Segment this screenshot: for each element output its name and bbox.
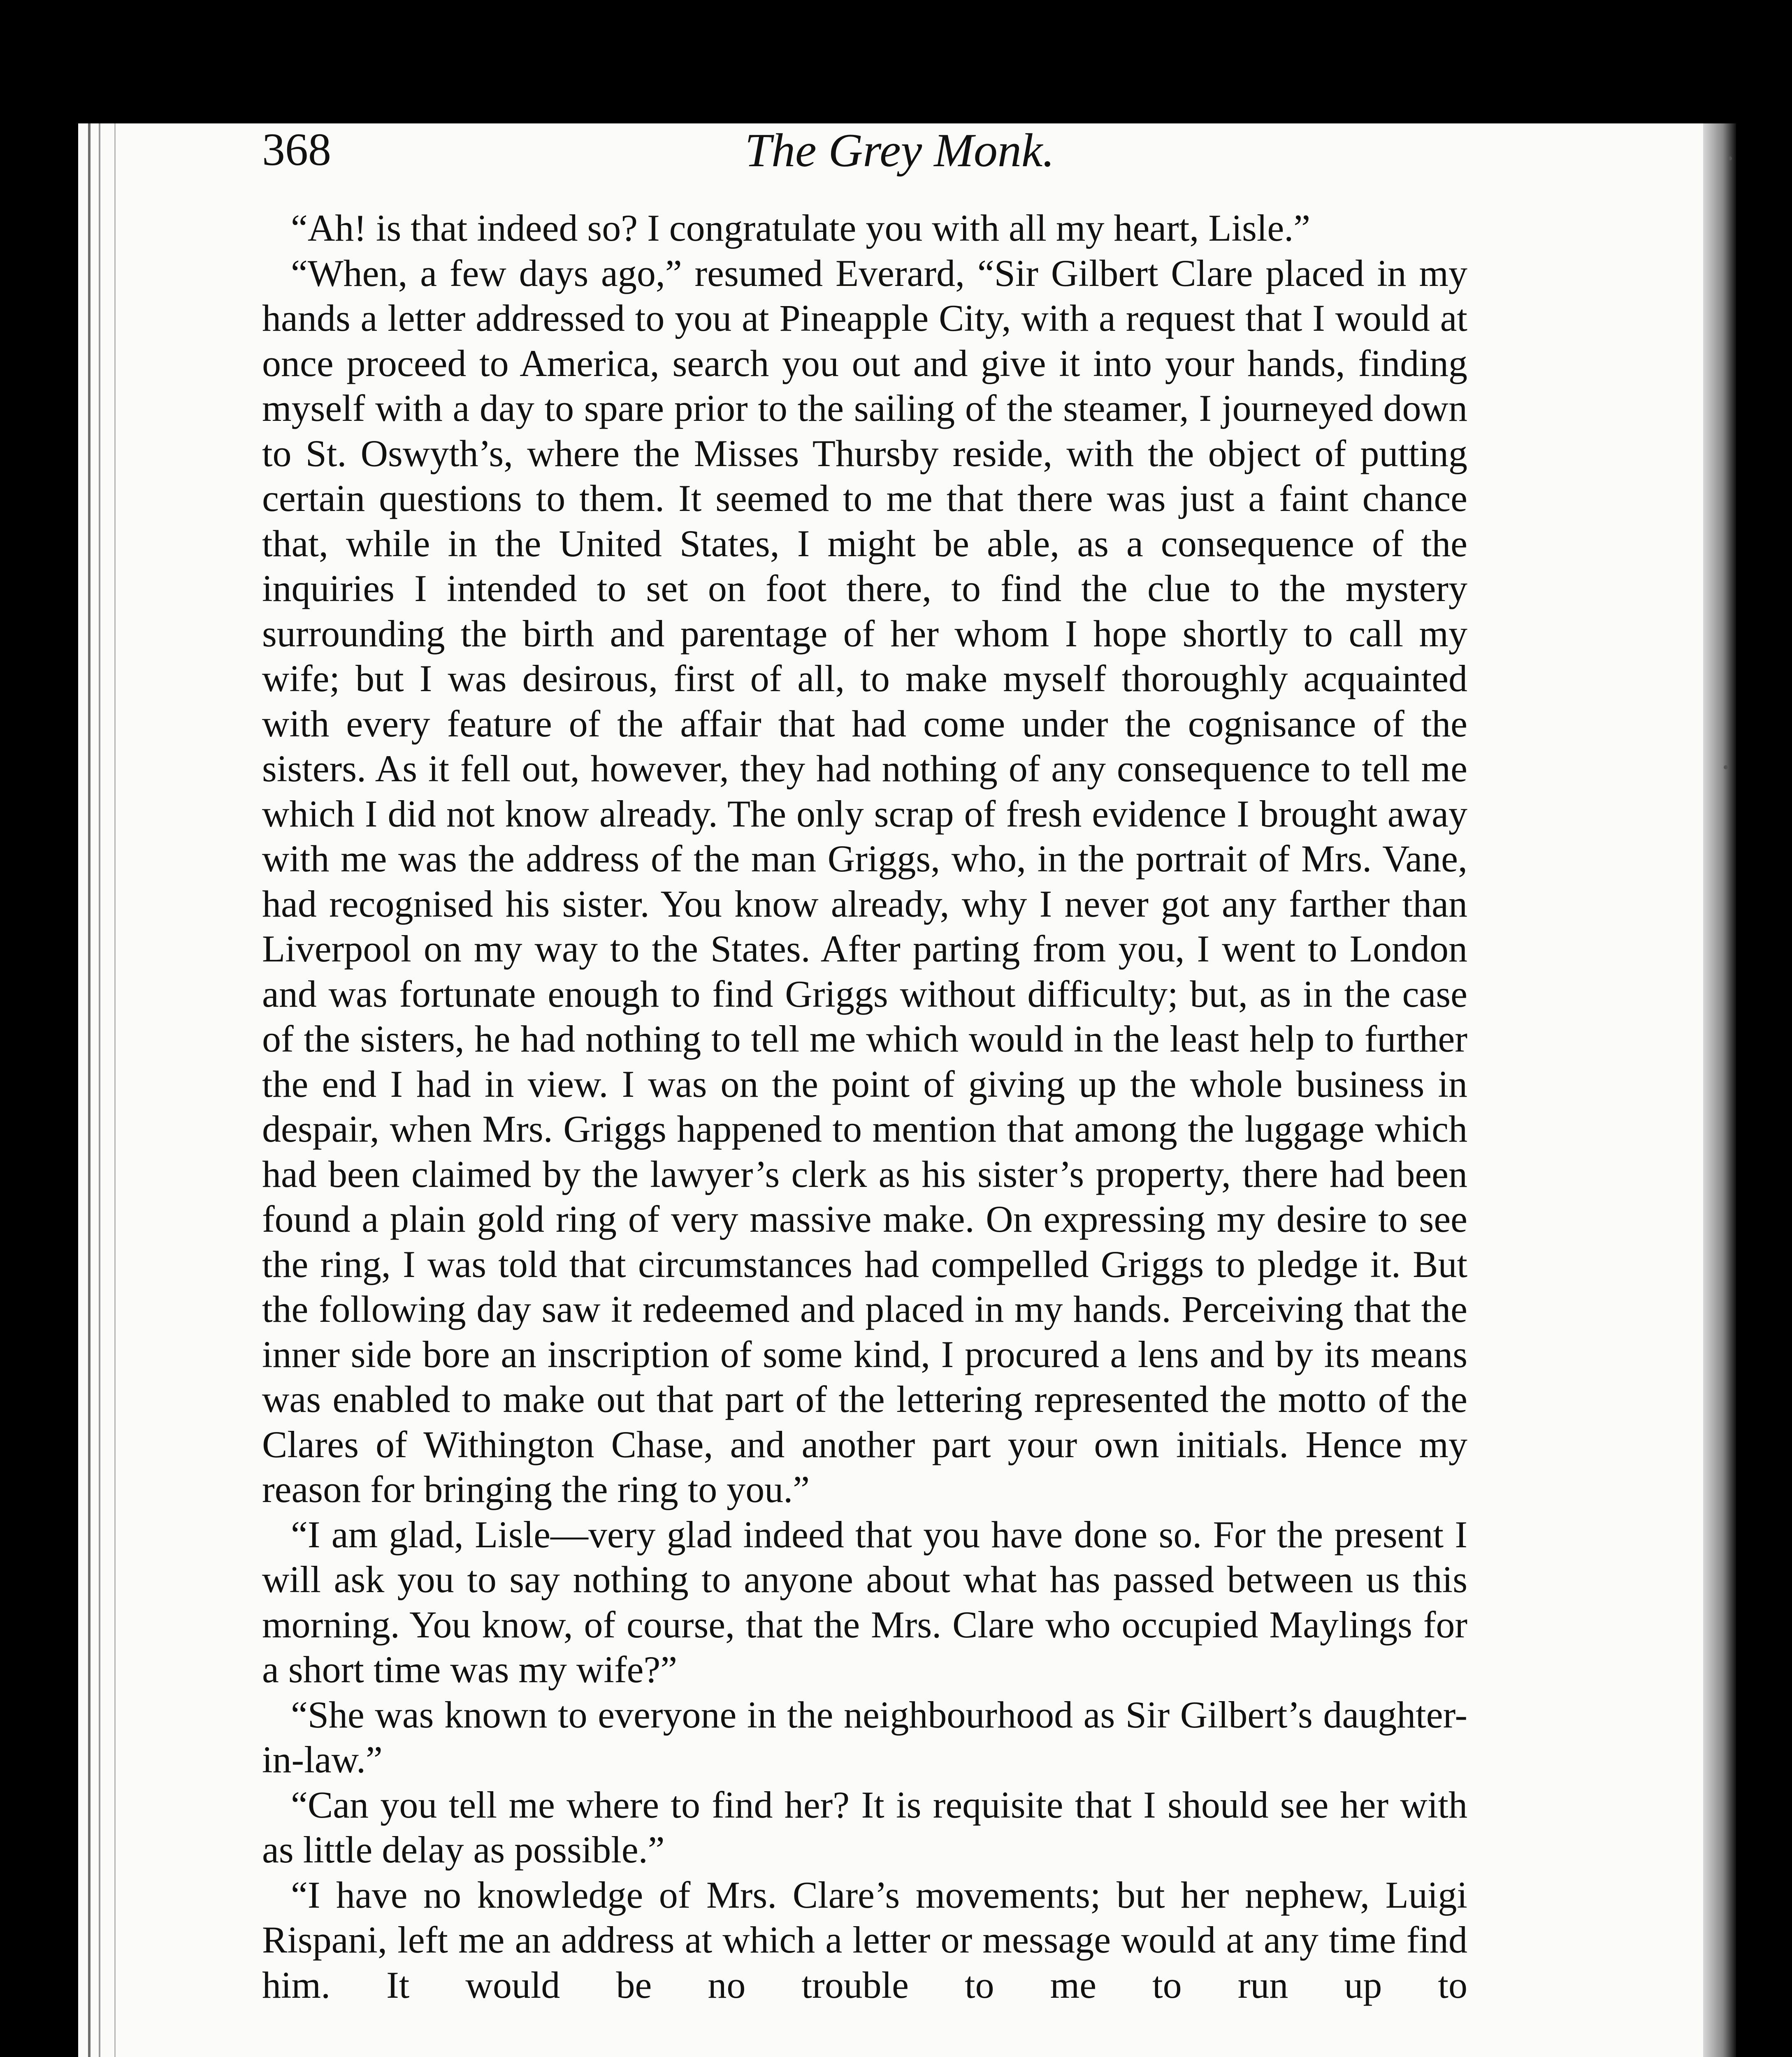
running-title: The Grey Monk. <box>745 124 1055 177</box>
paragraph: “Can you tell me where to find her? It is requisite that I should see her with as little delay as possible.” <box>262 1783 1467 1871</box>
paragraph: “She was known to everyone in the neighbourhood as Sir Gilbert’s daughter-in-law.” <box>262 1693 1467 1781</box>
paragraph: “I have no knowledge of Mrs. Clare’s movements; but her nephew, Luigi Rispani, left me an address at which a letter or message would at any time find him. It would be no trouble to me to run up to <box>262 1874 1467 2006</box>
body-text <box>262 206 1467 2008</box>
binding-shadow-line <box>88 123 91 2057</box>
paragraph: “When, a few days ago,” resumed Everard, “Sir Gilbert Clare placed in my hands a letter addressed to you at Pineapple City, with a request that I would at once proceed to America, search you out and give it into your hands, finding myself with a day to spare prior to the sailing of the steamer, I journeyed down to St. Oswyth’s, where the Misses Thursby reside, with the object of putting certain questions to them. It seemed to me that there was just a faint chance that, while in the United States, I might be able, as a consequence of the inquiries I intended to set on foot there, to find the clue to the mystery surrounding the birth and parentage of her whom I hope shortly to call my wife; but I was desirous, first of all, to make myself thoroughly acquainted with every feature of the affair that had come under the cognisance of the sisters. As it fell out, however, they had nothing of any consequence to tell me which I did not know already. The only scrap of fresh evidence I brought away with me was the address of the man Griggs, who, in the portrait of Mrs. Vane, had recognised his sister. You know already, why I never got any farther than Liverpool on my way to the States. After parting from you, I went to London and was fortunate enough to find Griggs without difficulty; but, as in the case of the sisters, he had nothing to tell me which would in the least help to further the end I had in view. I was on the point of giving up the whole business in despair, when Mrs. Griggs happened to mention that among the luggage which had been claimed by the lawyer’s clerk as his sister’s property, there had been found a plain gold ring of very massive make. On expressing my desire to see the ring, I was told that circumstances had compelled Griggs to pledge it. But the following day saw it redeemed and placed in my hands. Perceiving that the inner side bore an inscription of some kind, I procured a lens and by its means was enabled to make out that part of the lettering represented the motto of the Clares of Withington Chase, and another part your own initials. Hence my reason for bringing the ring to you.” <box>262 252 1467 1510</box>
binding-shadow-line <box>99 123 100 2057</box>
page-number: 368 <box>262 124 331 175</box>
binding-shadow-line <box>114 123 116 2057</box>
paper-speck <box>1724 765 1728 769</box>
paper-speck <box>1728 156 1732 160</box>
paragraph: “Ah! is that indeed so? I congratulate you with all my heart, Lisle.” <box>291 207 1311 249</box>
paragraph: “I am glad, Lisle—very glad indeed that you have done so. For the present I will ask you to say nothing to anyone about what has passed between us this morning. You know, of course, that the Mrs. Clare who occupied Maylings for a short time was my wife?” <box>262 1513 1467 1690</box>
page-header <box>262 123 1537 189</box>
page-edge-shadow <box>1703 123 1736 2057</box>
